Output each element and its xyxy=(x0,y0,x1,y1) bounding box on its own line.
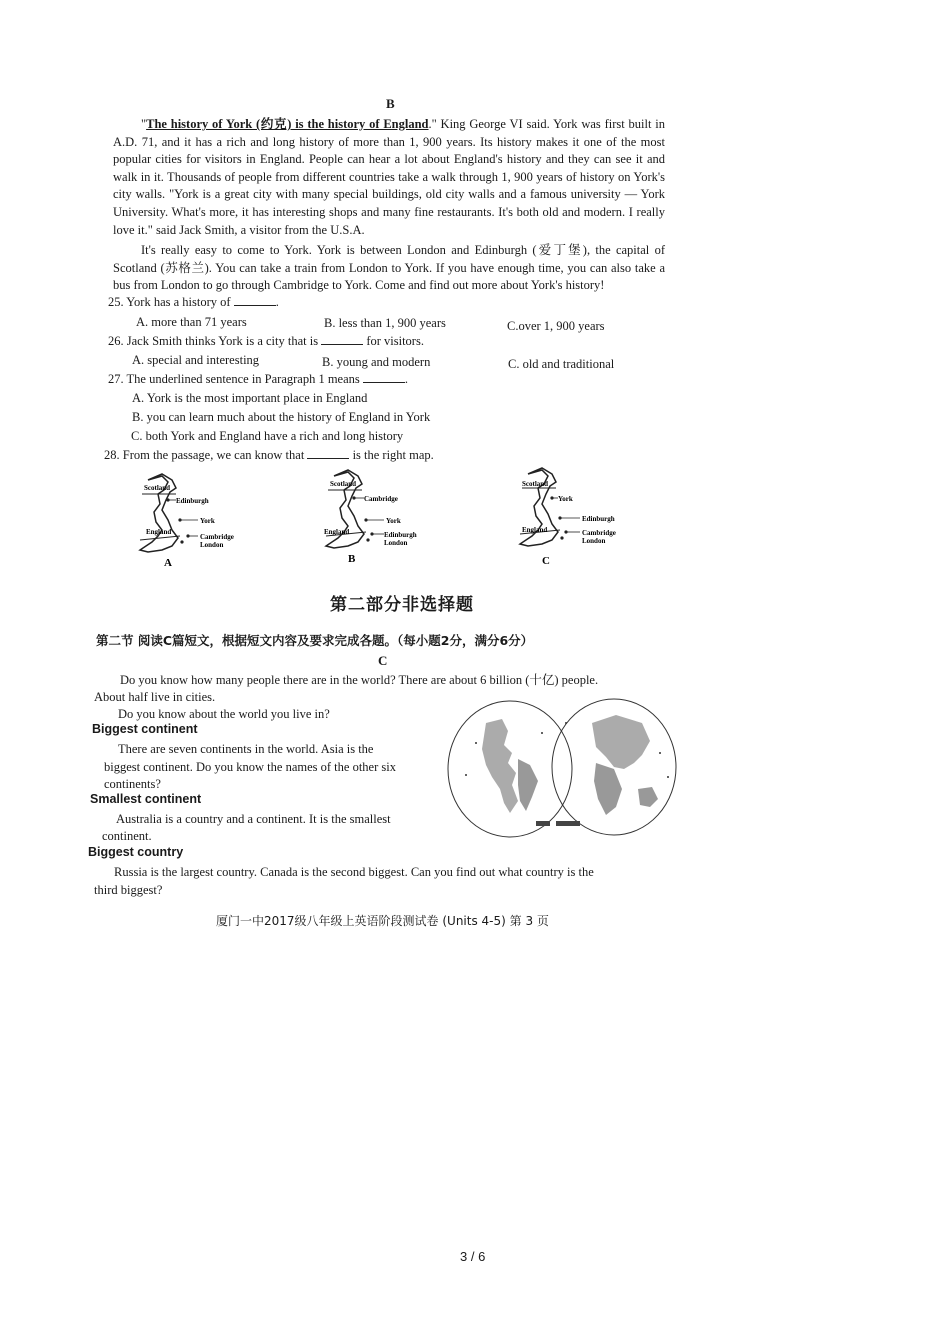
page-footer: 厦门一中2017级八年级上英语阶段测试卷 (Units 4-5) 第 3 页 xyxy=(216,914,549,928)
q27-option-c: C. both York and England have a rich and long history xyxy=(131,429,404,443)
map-b-label-london: London xyxy=(384,539,408,547)
section-c-intro-1: Do you know how many people there are in the world? There are about 6 billion (十亿) people. xyxy=(120,673,599,687)
question-26 xyxy=(108,332,424,350)
underlined-sentence: The history of York (约克) is the history of England xyxy=(146,117,429,131)
map-c-label-london: London xyxy=(582,537,606,545)
part-two-title: 第二部分非选择题 xyxy=(330,595,474,615)
question-28-tail: is the right map. xyxy=(352,448,434,462)
smallest-continent-line-1: Australia is a country and a continent. It is the smallest xyxy=(116,812,391,826)
question-27-tail: . xyxy=(404,372,409,386)
biggest-country-line-2: third biggest? xyxy=(94,883,163,897)
uk-map-c xyxy=(512,466,652,570)
map-a-label-scotland: Scotland xyxy=(144,484,171,492)
uk-map-a xyxy=(132,472,262,572)
biggest-continent-line-3: continents? xyxy=(104,777,161,791)
map-b-label-2: Cambridge xyxy=(364,495,398,503)
question-25 xyxy=(108,293,279,311)
question-28-stem: 28. From the passage, we can know that xyxy=(104,448,305,462)
section-c-intro-3: Do you know about the world you live in? xyxy=(118,707,330,721)
map-a-label-london: London xyxy=(200,541,224,549)
question-26-tail: for visitors. xyxy=(366,334,424,348)
section-b-letter: B xyxy=(386,96,395,111)
map-c-label-england: England xyxy=(522,526,548,534)
map-b-letter: B xyxy=(348,553,356,565)
q27-option-b: B. you can learn much about the history of England in York xyxy=(132,410,431,424)
q25-option-a: A. more than 71 years xyxy=(136,315,247,329)
biggest-continent-line-1: There are seven continents in the world. Asia is the xyxy=(118,742,374,756)
page-number: 3 / 6 xyxy=(460,1249,486,1264)
open-quote: " xyxy=(141,117,147,131)
map-b-label-scotland: Scotland xyxy=(330,480,357,488)
paragraph-1-text: ." King George VI said. York was first built in A.D. 71, and it has a rich and long history of more than 1, 900 years. Its history makes it one of the most popular cities for visitors in England. People can hear a lot about England's history and they can see it and walk in it. Thousands of people from different countries take a walk through 1, 900 years of history on York's city walls. "York is a great city with many special buildings, old city walls and a famous university — York University. What's more, it has interesting shops and many fine restaurants. It's both old and modern. I really love it." said Jack Smith, a visitor from the U.S.A. xyxy=(113,117,665,237)
map-a-letter: A xyxy=(164,557,172,569)
map-b-label-5: Edinburgh xyxy=(384,531,417,539)
question-27 xyxy=(108,370,408,388)
uk-map-b xyxy=(318,468,458,568)
heading-biggest-country: Biggest country xyxy=(88,845,184,859)
map-a-label-2: Edinburgh xyxy=(176,497,209,505)
heading-smallest-continent: Smallest continent xyxy=(90,792,202,806)
q26-option-c: C. old and traditional xyxy=(508,357,615,371)
heading-biggest-continent: Biggest continent xyxy=(92,722,198,736)
answer-blank xyxy=(234,293,276,306)
map-c-label-scotland: Scotland xyxy=(522,480,549,488)
biggest-continent-line-2: biggest continent. Do you know the names of the other six xyxy=(104,760,396,774)
answer-blank xyxy=(363,370,405,383)
biggest-country-line-1: Russia is the largest country. Canada is the second biggest. Can you find out what country is the xyxy=(114,865,594,879)
question-28 xyxy=(104,446,434,464)
map-b-label-3: York xyxy=(386,517,401,525)
section-c-letter: C xyxy=(378,653,388,668)
q27-option-a: A. York is the most important place in England xyxy=(132,391,368,405)
map-b-label-england: England xyxy=(324,528,350,536)
section-b-paragraph-2: It's really easy to come to York. York is between London and Edinburgh (爱丁堡), the capital of Scotland (苏格兰). You can take a train from London to York. If you have enough time, you can also take a bus from London to go through Cambridge to York. Come and find out more about York's history! xyxy=(113,243,665,293)
map-c-label-2: York xyxy=(558,495,573,503)
question-27-stem: 27. The underlined sentence in Paragraph 1 means xyxy=(108,372,360,386)
world-map-image xyxy=(446,693,678,841)
section-b-paragraph-1 xyxy=(113,116,665,239)
map-a-label-3: York xyxy=(200,517,215,525)
map-c-label-5: Cambridge xyxy=(582,529,616,537)
question-26-stem: 26. Jack Smith thinks York is a city that is xyxy=(108,334,319,348)
map-a-label-england: England xyxy=(146,528,172,536)
map-c-label-3: Edinburgh xyxy=(582,515,615,523)
question-25-stem: 25. York has a history of xyxy=(108,295,231,309)
smallest-continent-line-2: continent. xyxy=(102,829,152,843)
answer-blank xyxy=(307,446,349,459)
map-a-label-5: Cambridge xyxy=(200,533,234,541)
q25-option-b: B. less than 1, 900 years xyxy=(324,316,446,330)
question-25-tail: . xyxy=(275,295,279,309)
section-c-intro-2: About half live in cities. xyxy=(94,690,216,704)
answer-blank xyxy=(321,332,363,345)
map-c-letter: C xyxy=(542,555,550,567)
q26-option-a: A. special and interesting xyxy=(132,353,260,367)
q25-option-c: C.over 1, 900 years xyxy=(507,319,605,333)
part-two-instruction: 第二节 阅读C篇短文，根据短文内容及要求完成各题。（每小题2分，满分6分） xyxy=(96,633,534,648)
q26-option-b: B. young and modern xyxy=(322,355,431,369)
